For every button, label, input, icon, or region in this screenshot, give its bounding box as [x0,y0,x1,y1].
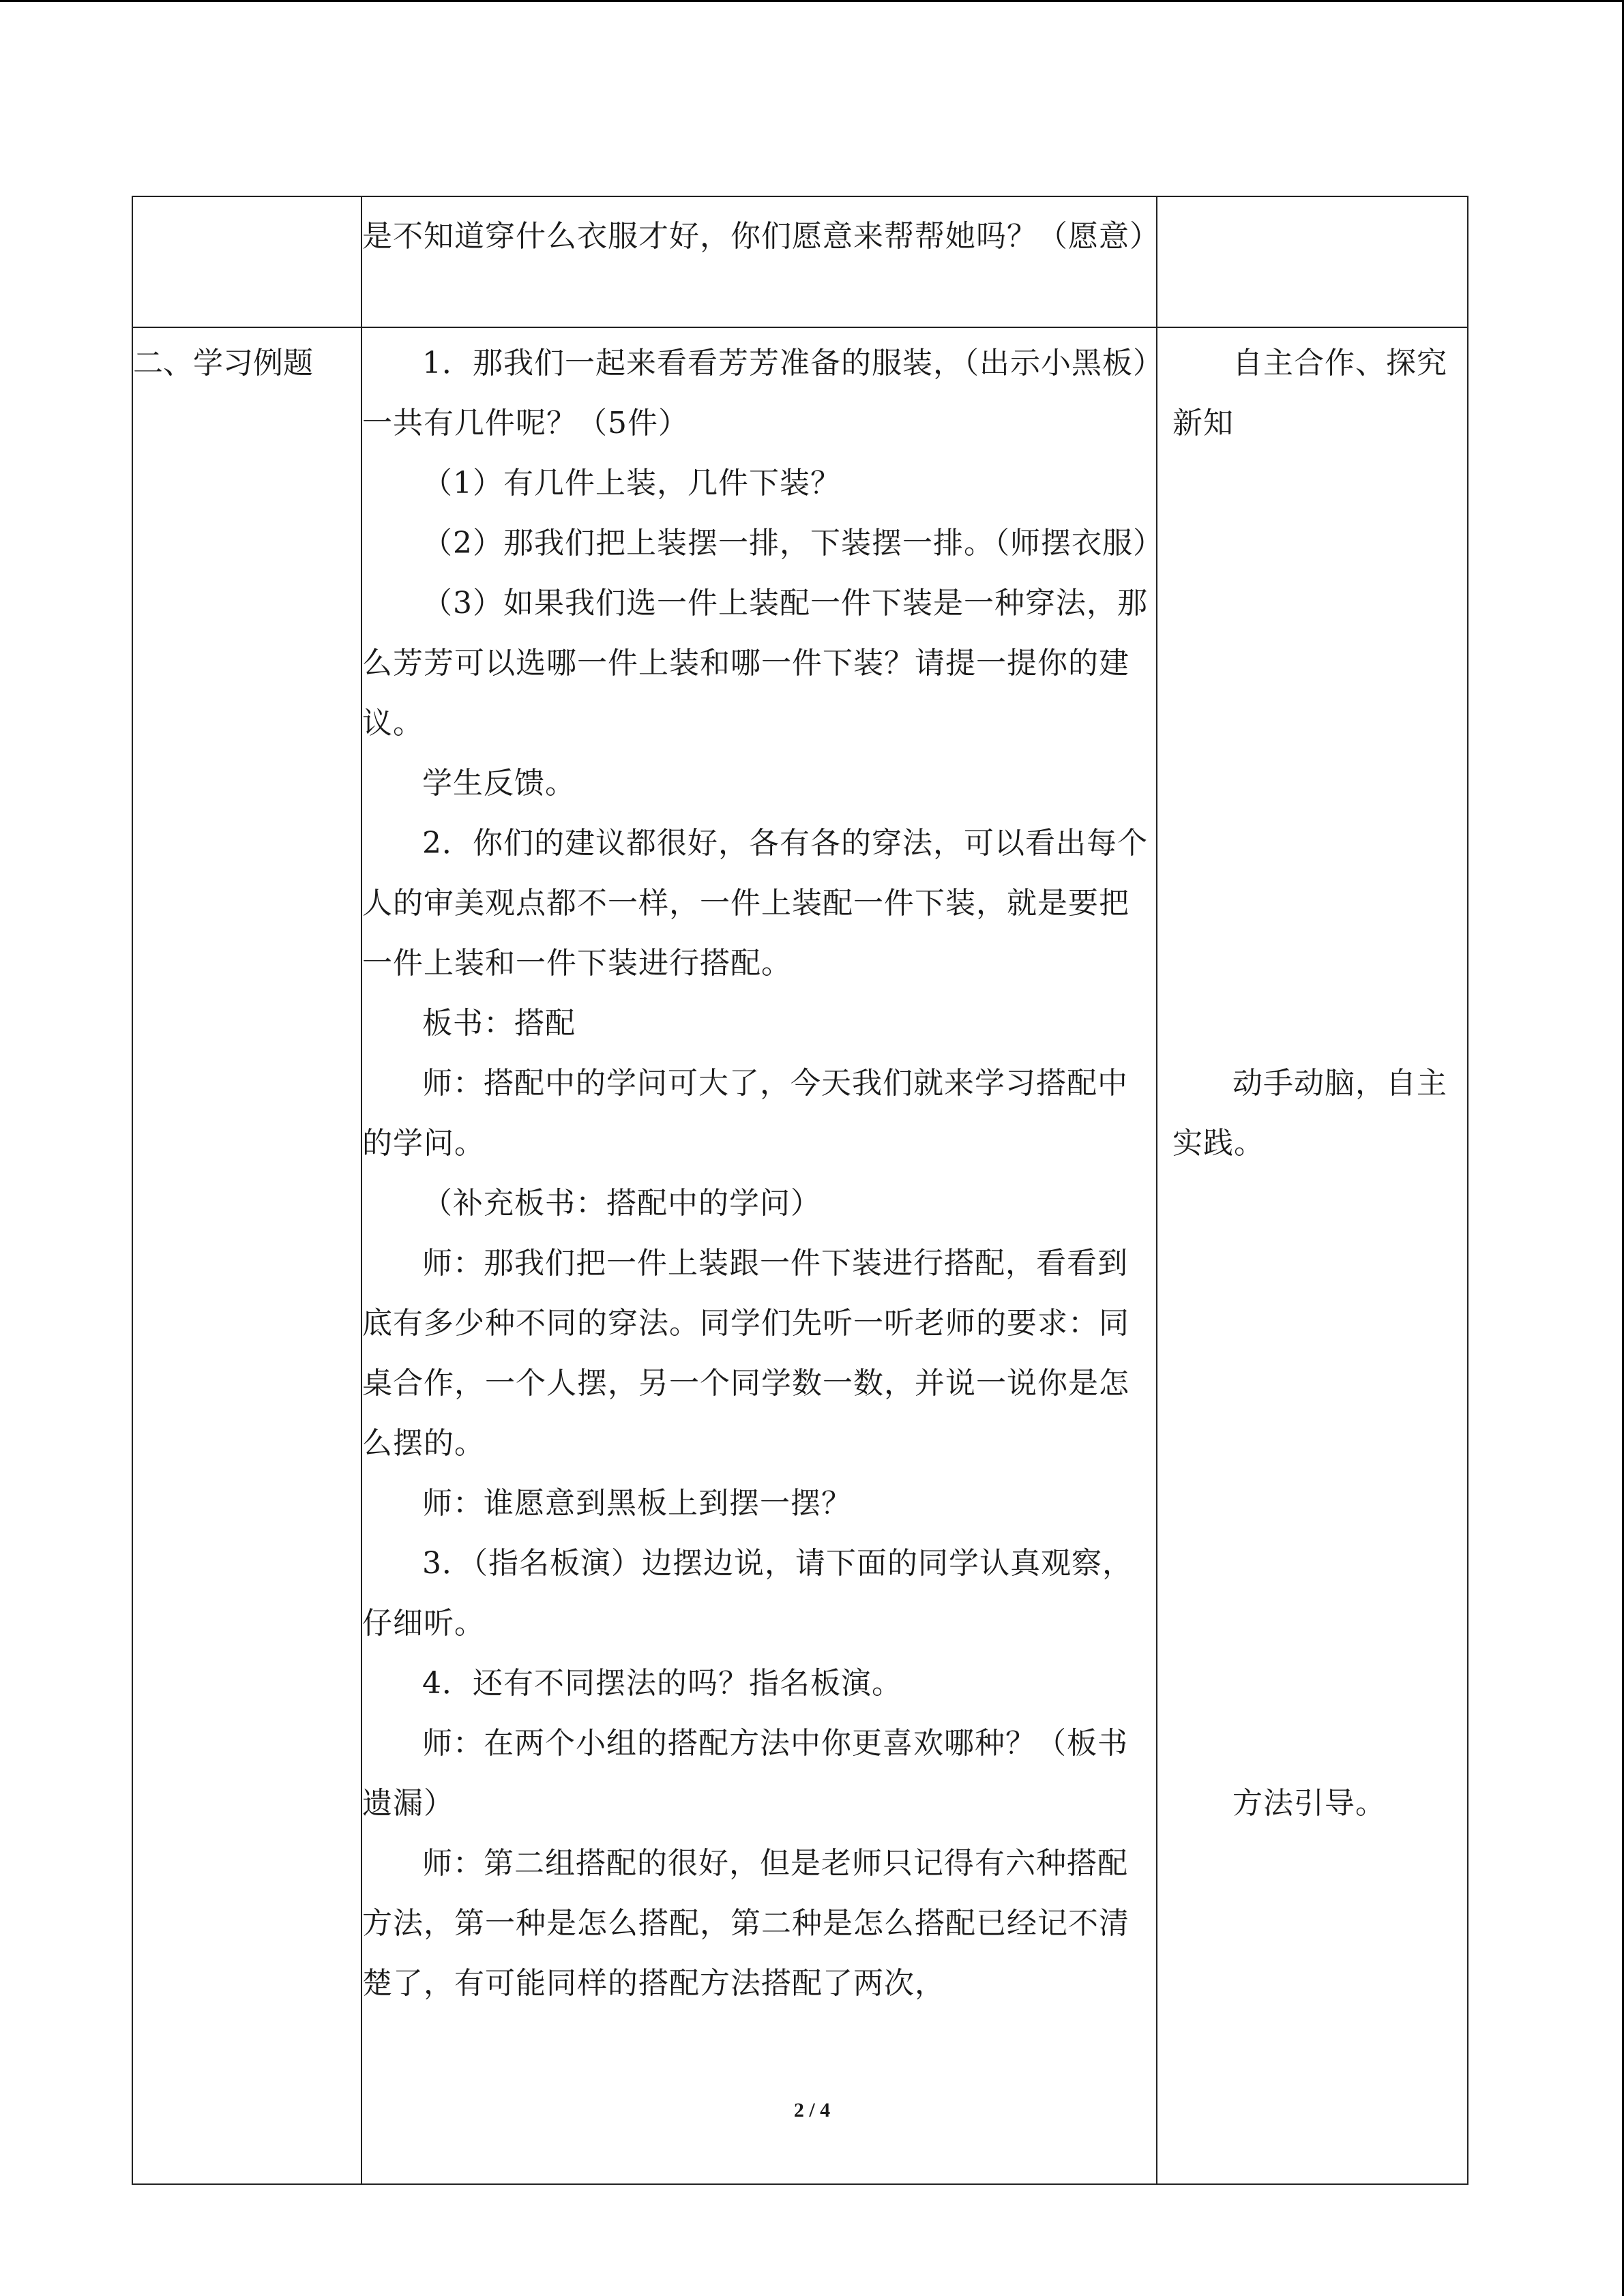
notes-cell [1157,196,1468,327]
content-paragraph: 1．那我们一起来看看芳芳准备的服装，（出示小黑板）一共有几件呢？（5件） [362,346,1149,441]
stage-label: 二、学习例题 [133,346,313,381]
content-paragraph: （1）有几件上装，几件下装？ [422,466,841,501]
content-paragraph: 板书：搭配 [422,1006,576,1041]
content-paragraph: 师：第二组搭配的很好，但是老师只记得有六种搭配方法，第一种是怎么搭配，第二种是怎么搭配已经记不清楚了，有可能同样的搭配方法搭配了两次， [362,1846,1130,2001]
note-text: 动手动脑，自主实践。 [1172,1066,1447,1161]
table-row [132,327,1468,2184]
page-number: 2 / 4 [793,2099,831,2121]
table-row [132,196,1468,327]
content-paragraph: 师：那我们把一件上装跟一件下装进行搭配，看看到底有多少种不同的穿法。同学们先听一听老师的要求：同桌合作，一个人摆，另一个同学数一数，并说一说你是怎么摆的。 [362,1246,1130,1461]
content-paragraph: （补充板书：搭配中的学问） [422,1186,821,1221]
content-paragraph: 师：搭配中的学问可大了，今天我们就来学习搭配中的学问。 [362,1066,1128,1161]
page-border-top [0,0,1624,2]
note-text: 自主合作、探究新知 [1172,346,1447,441]
content-paragraph: 是不知道穿什么衣服才好，你们愿意来帮帮她吗？（愿意） [362,219,1160,254]
content-paragraph: 4．还有不同摆法的吗？指名板演。 [422,1666,902,1701]
content-cell [361,196,1160,327]
content-paragraph: 师：在两个小组的搭配方法中你更喜欢哪种？（板书遗漏） [362,1726,1128,1821]
content-paragraph: （2）那我们把上装摆一排，下装摆一排。（师摆衣服） [422,526,1164,561]
content-paragraph: 师：谁愿意到黑板上到摆一摆？ [422,1486,852,1521]
stage-cell [132,196,361,327]
stage-cell [132,327,361,2184]
notes-cell [1157,327,1468,2184]
content-paragraph: （3）如果我们选一件上装配一件下装是一种穿法，那么芳芳可以选哪一件上装和哪一件下装？请提一提你的建议。 [362,586,1148,741]
content-paragraph: 3．（指名板演）边摆边说，请下面的同学认真观察，仔细听。 [362,1546,1133,1641]
content-cell [361,327,1164,2184]
lesson-plan-table [132,196,1468,2185]
content-paragraph: 2．你们的建议都很好，各有各的穿法，可以看出每个人的审美观点都不一样，一件上装配一件下装，就是要把一件上装和一件下装进行搭配。 [362,826,1148,981]
note-text: 方法引导。 [1232,1786,1386,1821]
content-paragraph: 学生反馈。 [422,766,576,801]
